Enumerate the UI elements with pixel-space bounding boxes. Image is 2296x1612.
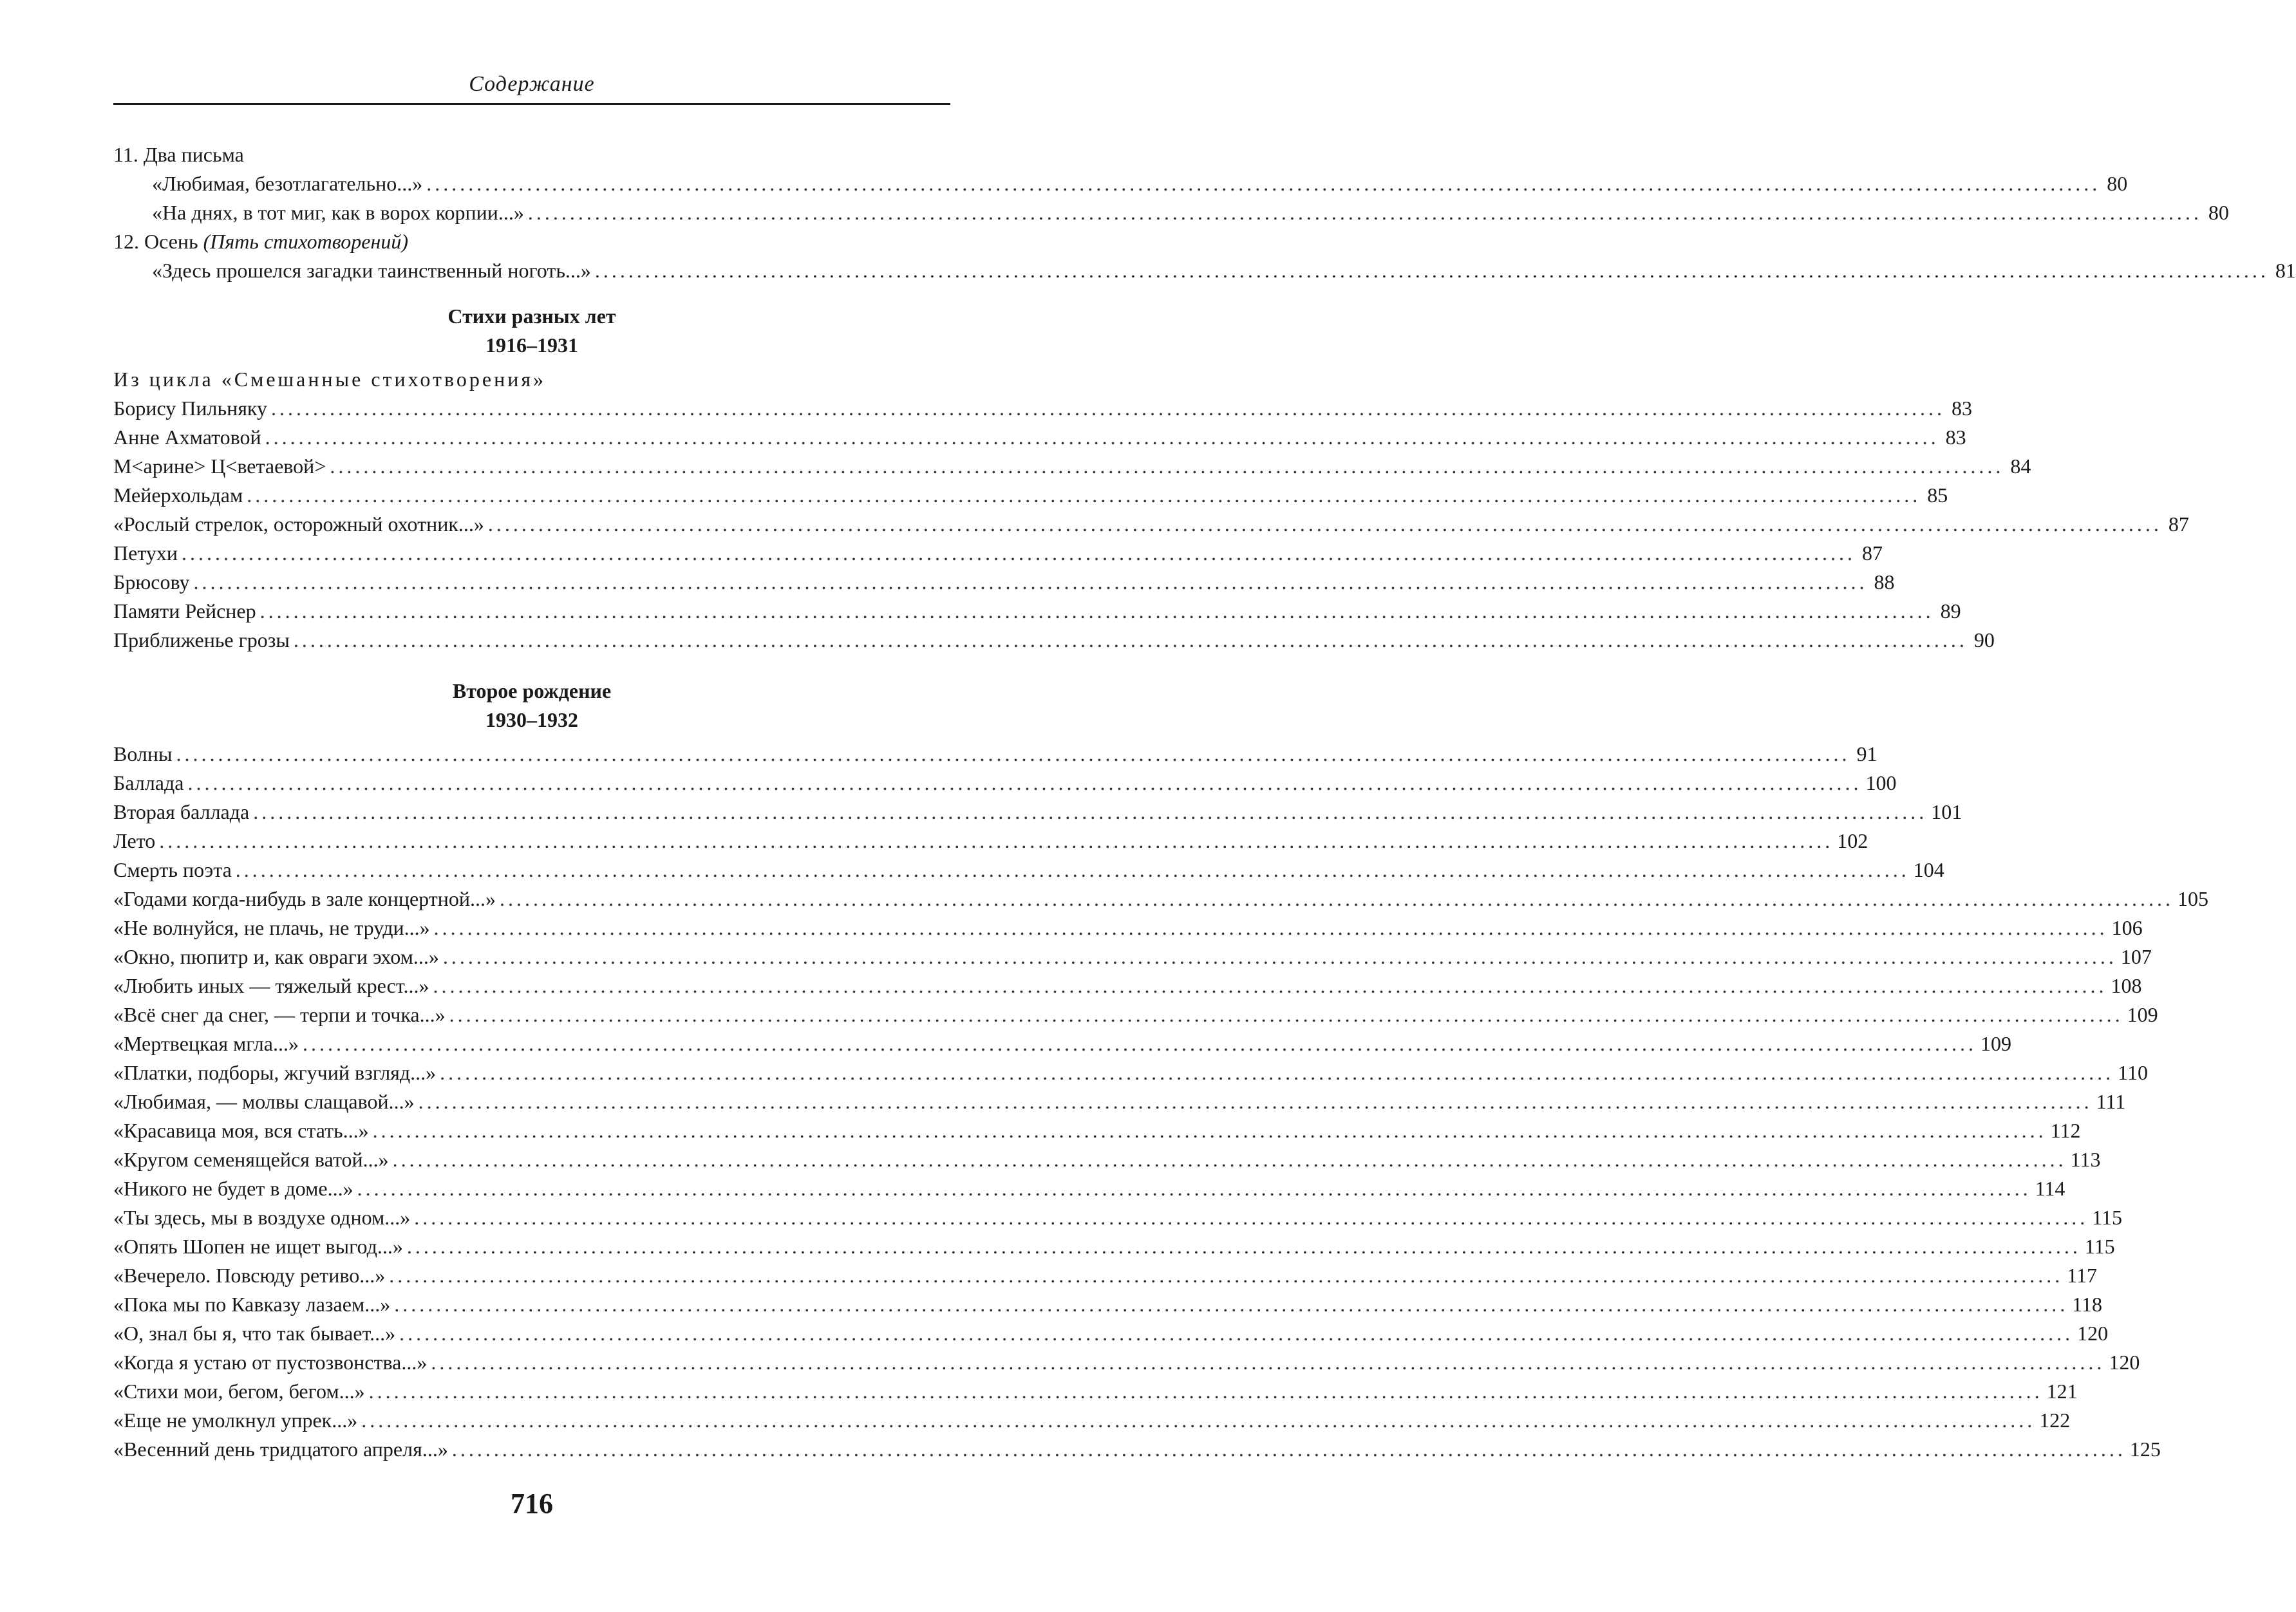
entry-title: «Опять Шопен не ищет выгод...»: [113, 1235, 403, 1258]
item-subtitle: (Пять стихотворений): [203, 230, 408, 253]
entry-page: 80: [2208, 201, 2229, 224]
dot-leader: ........................................................................................................................................................................................................: [499, 887, 2174, 910]
toc-entry[interactable]: [113, 1000, 2158, 1029]
running-head: Содержание: [469, 72, 595, 96]
dot-leader: ........................................................................................................................................................................................................: [426, 172, 2101, 195]
toc-entry[interactable]: [113, 626, 1995, 655]
section-title: Второе рождение: [452, 679, 612, 702]
dot-leader: ........................................................................................................................................................................................................: [176, 742, 1850, 765]
entry-page: 87: [1862, 541, 1883, 565]
toc-entry[interactable]: [113, 1145, 2101, 1174]
entry-page: 85: [1927, 483, 1948, 507]
toc-entry[interactable]: [113, 1232, 2115, 1261]
toc-entry[interactable]: [113, 1377, 2078, 1406]
entry-title: Баллада: [113, 771, 184, 794]
dot-leader: ........................................................................................................................................................................................................: [182, 541, 1856, 565]
entry-title: «Когда я устаю от пустозвонства...»: [113, 1351, 428, 1374]
toc-entry[interactable]: [113, 256, 2296, 285]
item-title: 12. Осень: [113, 230, 203, 253]
entry-title: «Кругом семенящейся ватой...»: [113, 1148, 389, 1171]
dot-leader: ........................................................................................................................................................................................................: [259, 599, 1934, 623]
dot-leader: ........................................................................................................................................................................................................: [418, 1090, 2093, 1113]
entry-title: «Годами когда-нибудь в зале концертной...»: [113, 887, 496, 910]
entry-page: 101: [1931, 800, 1962, 823]
header-rule: [113, 103, 950, 105]
entry-title: «О, знал бы я, что так бывает...»: [113, 1322, 396, 1345]
entry-title: Вторая баллада: [113, 800, 250, 823]
toc-entry[interactable]: [113, 1261, 2098, 1290]
toc-item-heading: [113, 227, 950, 256]
toc-entry[interactable]: [113, 1029, 2011, 1058]
toc-entry[interactable]: [113, 827, 1868, 856]
dot-leader: ........................................................................................................................................................................................................: [361, 1409, 2036, 1432]
toc-entry[interactable]: [113, 1116, 2081, 1145]
entry-page: 80: [2107, 172, 2128, 195]
entry-title: «Окно, пюпитр и, как овраги эхом...»: [113, 945, 439, 968]
entry-page: 89: [1940, 599, 1961, 623]
entry-title: «Платки, подборы, жгучий взгляд...»: [113, 1061, 437, 1084]
toc-entry[interactable]: [113, 942, 2152, 971]
dot-leader: ........................................................................................................................................................................................................: [442, 945, 2117, 968]
dot-leader: ........................................................................................................................................................................................................: [431, 1351, 2105, 1374]
dot-leader: ........................................................................................................................................................................................................: [159, 829, 1834, 852]
entry-title: М<арине> Ц<ветаевой>: [113, 455, 326, 478]
entry-page: 112: [2050, 1119, 2081, 1142]
entry-title: «Рослый стрелок, осторожный охотник...»: [113, 512, 484, 536]
entry-title: «Здесь прошелся загадки таинственный ноготь...»: [152, 259, 591, 282]
entry-page: 108: [2111, 974, 2142, 997]
entry-title: Памяти Рейснер: [113, 599, 256, 623]
entry-page: 115: [2084, 1235, 2115, 1258]
entry-page: 113: [2070, 1148, 2101, 1171]
entry-title: «Не волнуйся, не плачь, не труди...»: [113, 916, 430, 939]
entry-title: «Любить иных — тяжелый крест...»: [113, 974, 429, 997]
section-years: 1930–1932: [485, 708, 578, 731]
entry-page: 120: [2077, 1322, 2109, 1345]
toc-entry[interactable]: [113, 1348, 2140, 1377]
entry-page: 88: [1874, 570, 1895, 594]
entry-page: 107: [2120, 945, 2152, 968]
dot-leader: ........................................................................................................................................................................................................: [433, 974, 2107, 997]
dot-leader: ........................................................................................................................................................................................................: [394, 1293, 2069, 1316]
entry-page: 84: [2010, 455, 2031, 478]
toc-entry[interactable]: [113, 1174, 2065, 1203]
toc-entry[interactable]: [113, 568, 1895, 597]
entry-page: 83: [1945, 426, 1966, 449]
toc-entry[interactable]: [113, 1406, 2071, 1435]
dot-leader: ........................................................................................................................................................................................................: [527, 201, 2202, 224]
entry-title: «Пока мы по Кавказу лазаем...»: [113, 1293, 391, 1316]
entry-page: 117: [2067, 1264, 2098, 1287]
dot-leader: ........................................................................................................................................................................................................: [389, 1264, 2064, 1287]
entry-page: 109: [1980, 1032, 2011, 1055]
entry-page: 91: [1856, 742, 1877, 765]
entry-title: «Еще не умолкнул упрек...»: [113, 1409, 358, 1432]
entry-page: 109: [2127, 1003, 2158, 1026]
dot-leader: ........................................................................................................................................................................................................: [193, 570, 1868, 594]
entry-page: 115: [2092, 1206, 2123, 1229]
cycle-heading: Из цикла «Смешанные стихотворения»: [113, 368, 547, 391]
entry-title: Лето: [113, 829, 156, 852]
section-title: Стихи разных лет: [447, 305, 616, 328]
entry-title: Мейерхольдам: [113, 483, 243, 507]
toc-entry[interactable]: [113, 856, 1944, 885]
dot-leader: ........................................................................................................................................................................................................: [247, 483, 1921, 507]
toc-entry[interactable]: [113, 394, 1973, 423]
toc-entry[interactable]: [113, 1435, 2161, 1464]
toc-entry[interactable]: [113, 169, 2128, 198]
entry-page: 114: [2035, 1177, 2065, 1200]
entry-title: «Весенний день тридцатого апреля...»: [113, 1438, 448, 1461]
entry-page: 118: [2072, 1293, 2102, 1316]
dot-leader: ........................................................................................................................................................................................................: [392, 1148, 2067, 1171]
entry-title: «Мертвецкая мгла...»: [113, 1032, 299, 1055]
entry-title: Приближенье грозы: [113, 628, 290, 651]
toc-entry[interactable]: [113, 1058, 2148, 1087]
toc-entry[interactable]: [113, 740, 1877, 769]
toc-entry[interactable]: [113, 539, 1883, 568]
toc-entry[interactable]: [113, 769, 1897, 798]
entry-page: 83: [1952, 397, 1973, 420]
entry-page: 102: [1837, 829, 1868, 852]
dot-leader: ........................................................................................................................................................................................................: [293, 628, 1968, 651]
toc-entry[interactable]: [113, 914, 2143, 942]
dot-leader: ........................................................................................................................................................................................................: [440, 1061, 2114, 1084]
entry-title: «Любимая, безотлагательно...»: [152, 172, 423, 195]
entry-title: «Никого не будет в доме...»: [113, 1177, 353, 1200]
entry-page: 87: [2168, 512, 2189, 536]
section-gap: [113, 360, 950, 365]
dot-leader: ........................................................................................................................................................................................................: [265, 426, 1939, 449]
entry-title: «Всё снег да снег, — терпи и точка...»: [113, 1003, 446, 1026]
page-number: 716: [511, 1488, 553, 1519]
toc-entry[interactable]: [113, 971, 2142, 1000]
entry-page: 105: [2177, 887, 2208, 910]
dot-leader: ........................................................................................................................................................................................................: [372, 1119, 2047, 1142]
dot-leader: ........................................................................................................................................................................................................: [302, 1032, 1977, 1055]
entry-page: 104: [1913, 858, 1944, 881]
entry-page: 100: [1865, 771, 1897, 794]
dot-leader: ........................................................................................................................................................................................................: [399, 1322, 2074, 1345]
section-gap: [113, 735, 950, 740]
item-title: 11. Два письма: [113, 143, 244, 166]
toc-entry[interactable]: [113, 481, 1948, 510]
toc-item-heading: [113, 140, 950, 169]
entry-title: «Стихи мои, бегом, бегом...»: [113, 1380, 365, 1403]
entry-page: 122: [2039, 1409, 2071, 1432]
dot-leader: ........................................................................................................................................................................................................: [433, 916, 2108, 939]
entry-title: «На днях, в тот миг, как в ворох корпии...»: [152, 201, 524, 224]
entry-title: Брюсову: [113, 570, 190, 594]
toc-entry[interactable]: [113, 198, 2229, 227]
entry-page: 106: [2111, 916, 2143, 939]
dot-leader: ........................................................................................................................................................................................................: [487, 512, 2162, 536]
dot-leader: ........................................................................................................................................................................................................: [451, 1438, 2126, 1461]
entry-title: «Вечерело. Повсюду ретиво...»: [113, 1264, 386, 1287]
entry-title: Волны: [113, 742, 173, 765]
entry-title: Петухи: [113, 541, 178, 565]
dot-leader: ........................................................................................................................................................................................................: [406, 1235, 2081, 1258]
dot-leader: ........................................................................................................................................................................................................: [271, 397, 1946, 420]
toc-entry[interactable]: [113, 423, 1966, 452]
dot-leader: ........................................................................................................................................................................................................: [330, 455, 2004, 478]
toc-entry[interactable]: [113, 510, 2189, 539]
dot-leader: ........................................................................................................................................................................................................: [235, 858, 1910, 881]
toc-entry[interactable]: [113, 1087, 2126, 1116]
entry-page: 120: [2109, 1351, 2140, 1374]
entry-title: Анне Ахматовой: [113, 426, 261, 449]
toc-entry[interactable]: [113, 798, 1962, 827]
entry-title: «Красавица моя, вся стать...»: [113, 1119, 369, 1142]
toc-entry[interactable]: [113, 1290, 2102, 1319]
entry-title: Борису Пильняку: [113, 397, 268, 420]
entry-page: 125: [2129, 1438, 2161, 1461]
entry-page: 121: [2046, 1380, 2078, 1403]
toc-entry[interactable]: [113, 452, 2031, 481]
entry-page: 81: [2275, 259, 2296, 282]
table-of-contents: [113, 140, 2296, 1464]
dot-leader: ........................................................................................................................................................................................................: [253, 800, 1928, 823]
entry-title: «Ты здесь, мы в воздухе одном...»: [113, 1206, 411, 1229]
entry-page: 90: [1973, 628, 1995, 651]
dot-leader: ........................................................................................................................................................................................................: [357, 1177, 2031, 1200]
dot-leader: ........................................................................................................................................................................................................: [187, 771, 1862, 794]
toc-entry[interactable]: [113, 597, 1961, 626]
dot-leader: ........................................................................................................................................................................................................: [414, 1206, 2089, 1229]
entry-page: 111: [2096, 1090, 2126, 1113]
toc-entry[interactable]: [113, 1319, 2109, 1348]
dot-leader: ........................................................................................................................................................................................................: [449, 1003, 2123, 1026]
section-years: 1916–1931: [485, 333, 578, 357]
toc-entry[interactable]: [113, 885, 2208, 914]
entry-title: «Любимая, — молвы слащавой...»: [113, 1090, 415, 1113]
entry-page: 110: [2118, 1061, 2148, 1084]
toc-entry[interactable]: [113, 1203, 2123, 1232]
dot-leader: ........................................................................................................................................................................................................: [368, 1380, 2043, 1403]
dot-leader: ........................................................................................................................................................................................................: [594, 259, 2269, 282]
entry-title: Смерть поэта: [113, 858, 232, 881]
